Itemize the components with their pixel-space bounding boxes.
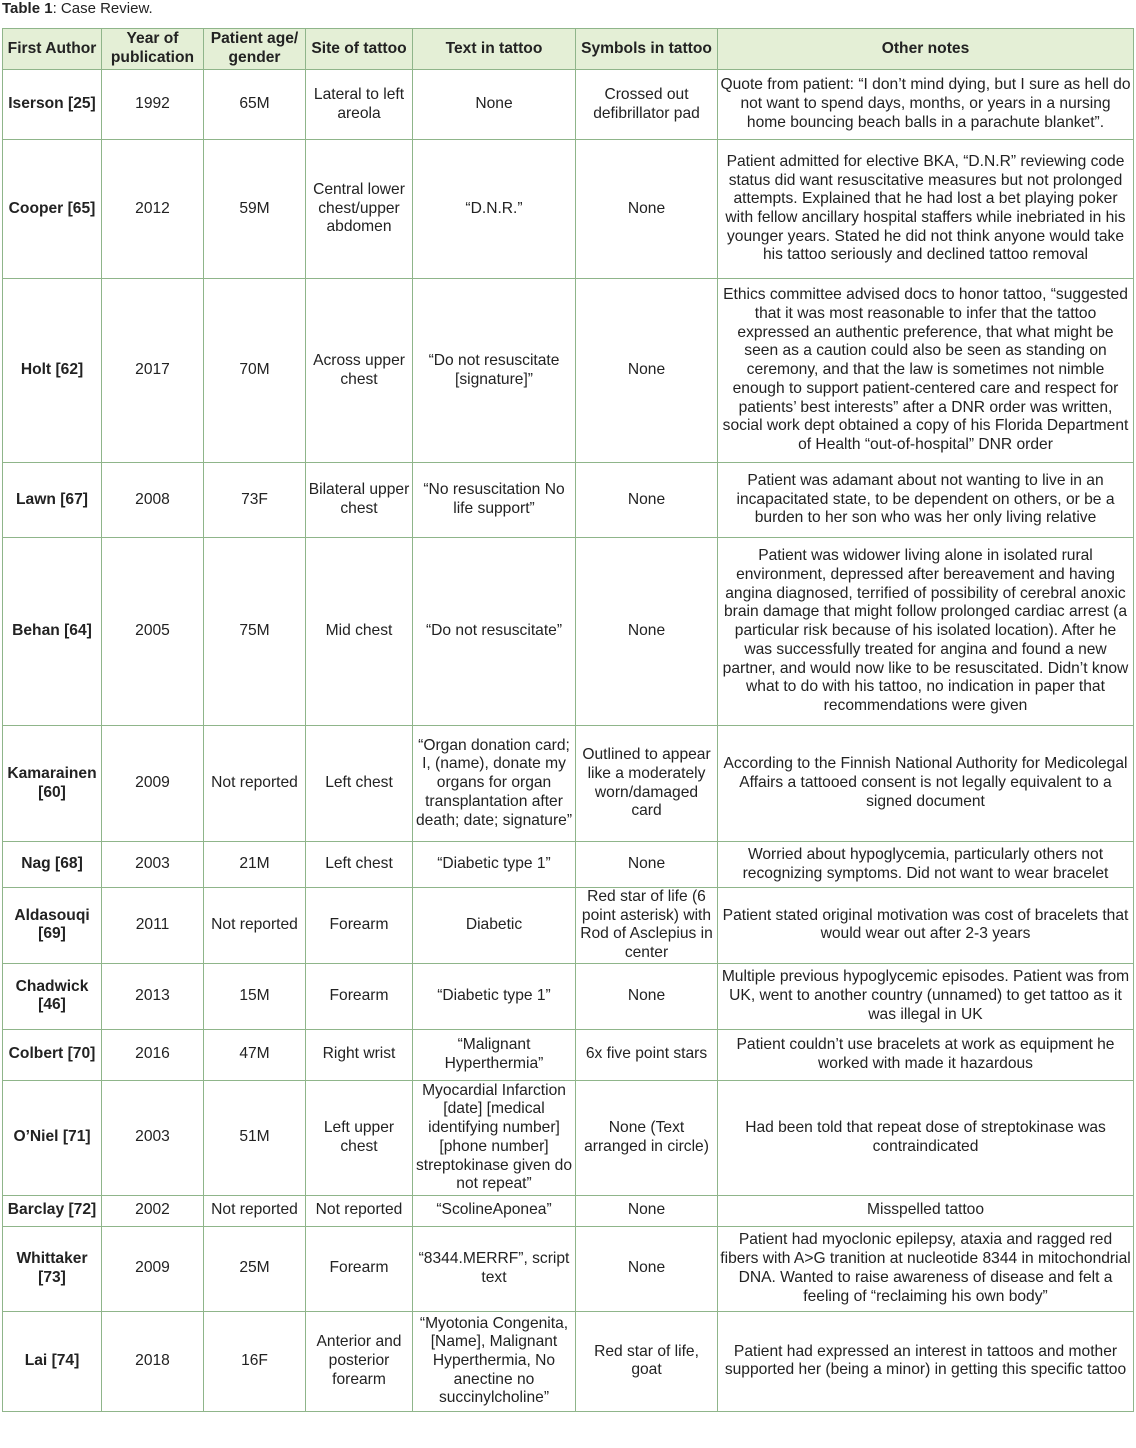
table-header-row (3, 29, 1134, 70)
column-header-notes: Other notes (718, 29, 1134, 70)
cell-text: “Malignant Hyperthermia” (413, 1029, 576, 1080)
cell-notes: Quote from patient: “I don’t mind dying, but I sure as hell do not want to spend days, months, or years in a nursing home bouncing beach balls in a parachute blanket”. (718, 70, 1134, 140)
cell-first-author: Kamarainen [60] (3, 726, 102, 842)
cell-text: Diabetic (413, 888, 576, 964)
table-row (3, 538, 1134, 726)
cell-first-author: O’Niel [71] (3, 1080, 102, 1195)
cell-year: 2016 (102, 1029, 204, 1080)
cell-year: 2009 (102, 726, 204, 842)
cell-symbols: None (576, 538, 718, 726)
cell-symbols: None (576, 842, 718, 888)
cell-first-author: Nag [68] (3, 842, 102, 888)
cell-site: Not reported (306, 1195, 413, 1226)
table-row (3, 842, 1134, 888)
table-row (3, 1311, 1134, 1411)
cell-year: 2003 (102, 1080, 204, 1195)
cell-text: “Myotonia Congenita, [Name], Malignant Hyperthermia, No anectine no succinylcholine” (413, 1311, 576, 1411)
cell-notes: Patient was adamant about not wanting to live in an incapacitated state, to be dependent on others, or be a burden to her son who was her only living relative (718, 463, 1134, 538)
cell-notes: Patient stated original motivation was cost of bracelets that would wear out after 2-3 years (718, 888, 1134, 964)
table-row (3, 1080, 1134, 1195)
cell-symbols: Red star of life, goat (576, 1311, 718, 1411)
cell-text: “8344.MERRF”, script text (413, 1226, 576, 1311)
cell-year: 2012 (102, 140, 204, 279)
table-row (3, 888, 1134, 964)
cell-first-author: Aldasouqi [69] (3, 888, 102, 964)
cell-year: 2005 (102, 538, 204, 726)
cell-symbols: Outlined to appear like a moderately worn/damaged card (576, 726, 718, 842)
table-caption (2, 0, 153, 18)
cell-symbols: None (576, 279, 718, 463)
case-review-table (2, 28, 1134, 1412)
cell-symbols: None (576, 1195, 718, 1226)
cell-symbols: 6x five point stars (576, 1029, 718, 1080)
cell-year: 2009 (102, 1226, 204, 1311)
table-row (3, 963, 1134, 1029)
cell-year: 2003 (102, 842, 204, 888)
table-row (3, 1195, 1134, 1226)
cell-site: Across upper chest (306, 279, 413, 463)
cell-notes: According to the Finnish National Authority for Medicolegal Affairs a tattooed consent is not legally equivalent to a signed document (718, 726, 1134, 842)
cell-first-author: Chadwick [46] (3, 963, 102, 1029)
cell-site: Forearm (306, 963, 413, 1029)
table-row (3, 279, 1134, 463)
cell-symbols: None (576, 140, 718, 279)
cell-year: 2017 (102, 279, 204, 463)
cell-notes: Patient had myoclonic epilepsy, ataxia and ragged red fibers with A>G tranition at nucleotide 8344 in mitochondrial DNA. Wanted to raise awareness of disease and felt a feeling of “reclaiming his own body” (718, 1226, 1134, 1311)
cell-age-gender: 73F (204, 463, 306, 538)
cell-site: Anterior and posterior forearm (306, 1311, 413, 1411)
cell-age-gender: Not reported (204, 1195, 306, 1226)
table-row (3, 1029, 1134, 1080)
table-label: Table 1 (2, 0, 53, 17)
table-caption-text: : Case Review. (52, 0, 153, 17)
cell-symbols: None (576, 463, 718, 538)
cell-site: Lateral to left areola (306, 70, 413, 140)
cell-first-author: Lai [74] (3, 1311, 102, 1411)
cell-text: None (413, 70, 576, 140)
cell-text: “Organ donation card; I, (name), donate my organs for organ transplantation after death; date; signature” (413, 726, 576, 842)
cell-age-gender: 70M (204, 279, 306, 463)
table-row (3, 463, 1134, 538)
cell-first-author: Colbert [70] (3, 1029, 102, 1080)
cell-age-gender: 51M (204, 1080, 306, 1195)
cell-first-author: Lawn [67] (3, 463, 102, 538)
cell-notes: Worried about hypoglycemia, particularly others not recognizing symptoms. Did not want to wear bracelet (718, 842, 1134, 888)
cell-year: 2002 (102, 1195, 204, 1226)
cell-text: “Do not resuscitate” (413, 538, 576, 726)
column-header-first-author: First Author (3, 29, 102, 70)
cell-site: Forearm (306, 1226, 413, 1311)
column-header-site: Site of tattoo (306, 29, 413, 70)
cell-age-gender: 75M (204, 538, 306, 726)
cell-symbols: None (Text arranged in circle) (576, 1080, 718, 1195)
cell-text: “D.N.R.” (413, 140, 576, 279)
cell-symbols: Crossed out defibrillator pad (576, 70, 718, 140)
table-row (3, 726, 1134, 842)
cell-text: “Do not resuscitate [signature]” (413, 279, 576, 463)
cell-age-gender: 16F (204, 1311, 306, 1411)
cell-age-gender: 15M (204, 963, 306, 1029)
table-row (3, 1226, 1134, 1311)
cell-first-author: Barclay [72] (3, 1195, 102, 1226)
cell-notes: Multiple previous hypoglycemic episodes. Patient was from UK, went to another country (unnamed) to get tattoo as it was illegal in UK (718, 963, 1134, 1029)
cell-notes: Ethics committee advised docs to honor tattoo, “suggested that it was most reasonable to infer that the tattoo expressed an authentic preference, that what might be seen as a caution could also be seen as standing on ceremony, and that the law is sometimes not nimble enough to support patient-centered care and respect for patients’ best interests” after a DNR order was written, social work dept obtained a copy of his Florida Department of Health “out-of-hospital” DNR order (718, 279, 1134, 463)
column-header-age-gender: Patient age/ gender (204, 29, 306, 70)
cell-age-gender: 25M (204, 1226, 306, 1311)
cell-text: “No resuscitation No life support” (413, 463, 576, 538)
column-header-year: Year of publication (102, 29, 204, 70)
table-row (3, 140, 1134, 279)
cell-text: “Diabetic type 1” (413, 842, 576, 888)
cell-first-author: Whittaker [73] (3, 1226, 102, 1311)
cell-site: Left chest (306, 726, 413, 842)
cell-first-author: Cooper [65] (3, 140, 102, 279)
cell-site: Left chest (306, 842, 413, 888)
cell-notes: Patient was widower living alone in isolated rural environment, depressed after bereavement and having angina diagnosed, terrified of possibility of cerebral anoxic brain damage that might follow prolonged cardiac arrest (a particular risk because of his isolated location). After he was successfully treated for angina and found a new partner, and would now like to be resuscitated. Didn’t know what to do with his tattoo, no indication in paper that recommendations were given (718, 538, 1134, 726)
table-row (3, 70, 1134, 140)
cell-site: Central lower chest/upper abdomen (306, 140, 413, 279)
cell-year: 2018 (102, 1311, 204, 1411)
cell-age-gender: 21M (204, 842, 306, 888)
cell-first-author: Behan [64] (3, 538, 102, 726)
cell-notes: Patient couldn’t use bracelets at work as equipment he worked with made it hazardous (718, 1029, 1134, 1080)
cell-text: Myocardial Infarction [date] [medical identifying number] [phone number] streptokinase given do not repeat” (413, 1080, 576, 1195)
cell-age-gender: 47M (204, 1029, 306, 1080)
cell-site: Right wrist (306, 1029, 413, 1080)
cell-age-gender: Not reported (204, 726, 306, 842)
cell-year: 1992 (102, 70, 204, 140)
cell-symbols: Red star of life (6 point asterisk) with Rod of Asclepius in center (576, 888, 718, 964)
cell-notes: Misspelled tattoo (718, 1195, 1134, 1226)
cell-first-author: Holt [62] (3, 279, 102, 463)
cell-age-gender: 65M (204, 70, 306, 140)
column-header-text: Text in tattoo (413, 29, 576, 70)
cell-year: 2008 (102, 463, 204, 538)
cell-notes: Had been told that repeat dose of streptokinase was contraindicated (718, 1080, 1134, 1195)
cell-age-gender: 59M (204, 140, 306, 279)
cell-year: 2013 (102, 963, 204, 1029)
cell-site: Forearm (306, 888, 413, 964)
cell-age-gender: Not reported (204, 888, 306, 964)
cell-site: Bilateral upper chest (306, 463, 413, 538)
cell-first-author: Iserson [25] (3, 70, 102, 140)
cell-notes: Patient had expressed an interest in tattoos and mother supported her (being a minor) in getting this specific tattoo (718, 1311, 1134, 1411)
cell-notes: Patient admitted for elective BKA, “D.N.R” reviewing code status did want resuscitative measures but not prolonged attempts. Explained that he had lost a bet playing poker with fellow ancillary hospital staffers while inebriated in his younger years. Stated he did not think anyone would take his tattoo seriously and declined tattoo removal (718, 140, 1134, 279)
cell-symbols: None (576, 963, 718, 1029)
cell-symbols: None (576, 1226, 718, 1311)
cell-year: 2011 (102, 888, 204, 964)
cell-site: Mid chest (306, 538, 413, 726)
column-header-symbols: Symbols in tattoo (576, 29, 718, 70)
cell-text: “Diabetic type 1” (413, 963, 576, 1029)
cell-text: “ScolineAponea” (413, 1195, 576, 1226)
cell-site: Left upper chest (306, 1080, 413, 1195)
